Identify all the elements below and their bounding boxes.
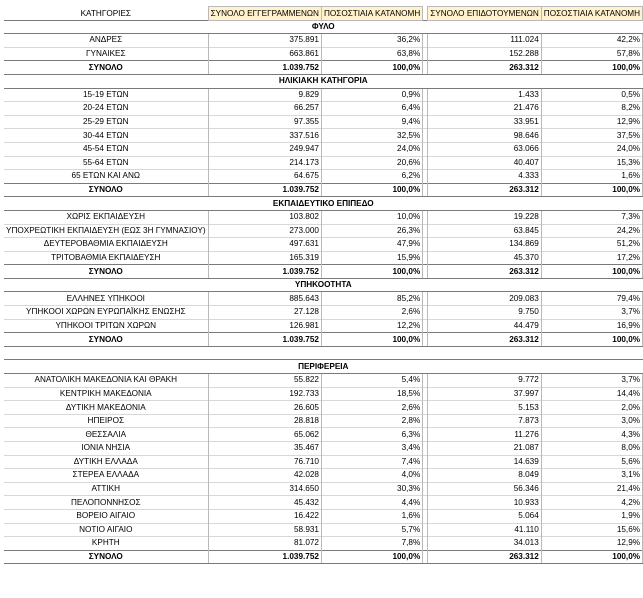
table-row bbox=[4, 47, 643, 61]
row-label: ΣΤΕΡΕΑ ΕΛΛΑΔΑ bbox=[4, 469, 208, 483]
table-row bbox=[4, 401, 643, 415]
total-registered: 1.039.752 bbox=[208, 265, 321, 279]
subsidized-value: 21.087 bbox=[428, 442, 542, 456]
registered-value: 58.931 bbox=[208, 523, 321, 537]
table-row bbox=[4, 210, 643, 224]
registered-pct: 2,6% bbox=[321, 401, 422, 415]
row-label: 45-54 ΕΤΩΝ bbox=[4, 142, 208, 156]
subsidized-value: 134.869 bbox=[428, 238, 542, 252]
registered-value: 28.818 bbox=[208, 414, 321, 428]
row-label: ΔΥΤΙΚΗ ΕΛΛΑΔΑ bbox=[4, 455, 208, 469]
row-label: ΥΠΗΚΟΟΙ ΤΡΙΤΩΝ ΧΩΡΩΝ bbox=[4, 319, 208, 333]
registered-pct: 36,2% bbox=[321, 34, 422, 48]
total-subsidized-pct: 100,0% bbox=[541, 333, 642, 347]
total-registered-pct: 100,0% bbox=[321, 333, 422, 347]
registered-pct: 12,2% bbox=[321, 319, 422, 333]
subsidized-pct: 4,2% bbox=[541, 496, 642, 510]
total-label: ΣΥΝΟΛΟ bbox=[4, 550, 208, 564]
row-label: 25-29 ΕΤΩΝ bbox=[4, 115, 208, 129]
registered-value: 55.822 bbox=[208, 374, 321, 388]
table-row bbox=[4, 238, 643, 252]
subsidized-value: 33.951 bbox=[428, 115, 542, 129]
subsidized-pct: 1,9% bbox=[541, 509, 642, 523]
registered-pct: 15,9% bbox=[321, 251, 422, 265]
row-label: ΗΠΕΙΡΟΣ bbox=[4, 414, 208, 428]
registered-value: 375.891 bbox=[208, 34, 321, 48]
subsidized-value: 1.433 bbox=[428, 88, 542, 102]
subsidized-pct: 8,2% bbox=[541, 102, 642, 116]
registered-value: 214.173 bbox=[208, 156, 321, 170]
registered-value: 81.072 bbox=[208, 537, 321, 551]
total-label: ΣΥΝΟΛΟ bbox=[4, 61, 208, 75]
registered-pct: 6,3% bbox=[321, 428, 422, 442]
registered-value: 76.710 bbox=[208, 455, 321, 469]
registered-pct: 7,4% bbox=[321, 455, 422, 469]
registered-pct: 85,2% bbox=[321, 292, 422, 306]
registered-pct: 4,4% bbox=[321, 496, 422, 510]
subsidized-pct: 12,9% bbox=[541, 115, 642, 129]
spacer-cell bbox=[321, 346, 422, 360]
registered-value: 65.062 bbox=[208, 428, 321, 442]
table-row bbox=[4, 455, 643, 469]
section-header-row bbox=[4, 360, 643, 374]
row-label: ΑΝΔΡΕΣ bbox=[4, 34, 208, 48]
total-registered: 1.039.752 bbox=[208, 61, 321, 75]
registered-value: 273.000 bbox=[208, 224, 321, 238]
subsidized-value: 41.110 bbox=[428, 523, 542, 537]
total-row bbox=[4, 265, 643, 279]
table-row bbox=[4, 496, 643, 510]
registered-pct: 20,6% bbox=[321, 156, 422, 170]
total-subsidized: 263.312 bbox=[428, 61, 542, 75]
subsidized-value: 5.064 bbox=[428, 509, 542, 523]
registered-pct: 1,6% bbox=[321, 509, 422, 523]
table-row bbox=[4, 374, 643, 388]
table-row bbox=[4, 428, 643, 442]
registered-pct: 26,3% bbox=[321, 224, 422, 238]
total-label: ΣΥΝΟΛΟ bbox=[4, 333, 208, 347]
subsidized-value: 98.646 bbox=[428, 129, 542, 143]
row-label: ΔΕΥΤΕΡΟΒΑΘΜΙΑ ΕΚΠΑΙΔΕΥΣΗ bbox=[4, 238, 208, 252]
section-header-row bbox=[4, 278, 643, 292]
row-label: 20-24 ΕΤΩΝ bbox=[4, 102, 208, 116]
subsidized-value: 5.153 bbox=[428, 401, 542, 415]
registered-value: 103.802 bbox=[208, 210, 321, 224]
registered-value: 16.422 bbox=[208, 509, 321, 523]
row-label: ΘΕΣΣΑΛΙΑ bbox=[4, 428, 208, 442]
registered-pct: 63,8% bbox=[321, 47, 422, 61]
registered-value: 97.355 bbox=[208, 115, 321, 129]
subsidized-pct: 42,2% bbox=[541, 34, 642, 48]
total-subsidized: 263.312 bbox=[428, 183, 542, 197]
table-row bbox=[4, 319, 643, 333]
row-label: ΚΡΗΤΗ bbox=[4, 537, 208, 551]
subsidized-value: 10.933 bbox=[428, 496, 542, 510]
registered-value: 192.733 bbox=[208, 387, 321, 401]
subsidized-value: 44.479 bbox=[428, 319, 542, 333]
subsidized-pct: 24,0% bbox=[541, 142, 642, 156]
row-label: 30-44 ΕΤΩΝ bbox=[4, 129, 208, 143]
subsidized-value: 152.288 bbox=[428, 47, 542, 61]
registered-pct: 6,2% bbox=[321, 170, 422, 184]
subsidized-pct: 37,5% bbox=[541, 129, 642, 143]
total-row bbox=[4, 183, 643, 197]
subsidized-pct: 51,2% bbox=[541, 238, 642, 252]
registered-value: 165.319 bbox=[208, 251, 321, 265]
row-label: ΕΛΛΗΝΕΣ ΥΠΗΚΟΟΙ bbox=[4, 292, 208, 306]
spacer-cell bbox=[428, 346, 542, 360]
section-header-row bbox=[4, 197, 643, 211]
total-registered-pct: 100,0% bbox=[321, 61, 422, 75]
table-row bbox=[4, 102, 643, 116]
subsidized-pct: 5,6% bbox=[541, 455, 642, 469]
table-row bbox=[4, 170, 643, 184]
subsidized-pct: 0,5% bbox=[541, 88, 642, 102]
subsidized-pct: 3,7% bbox=[541, 306, 642, 320]
registered-value: 126.981 bbox=[208, 319, 321, 333]
table-row bbox=[4, 306, 643, 320]
subsidized-value: 63.845 bbox=[428, 224, 542, 238]
subsidized-value: 11.276 bbox=[428, 428, 542, 442]
header-subsidized: ΣΥΝΟΛΟ ΕΠΙΔΟΤΟΥΜΕΝΩΝ bbox=[428, 7, 542, 21]
subsidized-pct: 4,3% bbox=[541, 428, 642, 442]
section-title: ΠΕΡΙΦΕΡΕΙΑ bbox=[4, 360, 643, 374]
subsidized-value: 37.997 bbox=[428, 387, 542, 401]
row-label: ΒΟΡΕΙΟ ΑΙΓΑΙΟ bbox=[4, 509, 208, 523]
registered-pct: 0,9% bbox=[321, 88, 422, 102]
table-row bbox=[4, 115, 643, 129]
registered-value: 42.028 bbox=[208, 469, 321, 483]
table-row bbox=[4, 509, 643, 523]
subsidized-pct: 21,4% bbox=[541, 482, 642, 496]
subsidized-pct: 15,6% bbox=[541, 523, 642, 537]
registered-pct: 5,4% bbox=[321, 374, 422, 388]
registered-pct: 47,9% bbox=[321, 238, 422, 252]
table-row bbox=[4, 292, 643, 306]
subsidized-value: 14.639 bbox=[428, 455, 542, 469]
table-row bbox=[4, 442, 643, 456]
registered-pct: 10,0% bbox=[321, 210, 422, 224]
registered-pct: 30,3% bbox=[321, 482, 422, 496]
subsidized-pct: 3,1% bbox=[541, 469, 642, 483]
table-row bbox=[4, 523, 643, 537]
subsidized-value: 4.333 bbox=[428, 170, 542, 184]
row-label: 55-64 ΕΤΩΝ bbox=[4, 156, 208, 170]
subsidized-pct: 16,9% bbox=[541, 319, 642, 333]
registered-pct: 32,5% bbox=[321, 129, 422, 143]
registered-value: 45.432 bbox=[208, 496, 321, 510]
row-label: ΑΝΑΤΟΛΙΚΗ ΜΑΚΕΔΟΝΙΑ ΚΑΙ ΘΡΑΚΗ bbox=[4, 374, 208, 388]
row-label: ΠΕΛΟΠΟΝΝΗΣΟΣ bbox=[4, 496, 208, 510]
total-label: ΣΥΝΟΛΟ bbox=[4, 265, 208, 279]
spacer-cell bbox=[541, 346, 642, 360]
subsidized-pct: 3,7% bbox=[541, 374, 642, 388]
registered-value: 64.675 bbox=[208, 170, 321, 184]
table-row bbox=[4, 414, 643, 428]
row-label: ΔΥΤΙΚΗ ΜΑΚΕΔΟΝΙΑ bbox=[4, 401, 208, 415]
subsidized-value: 21.476 bbox=[428, 102, 542, 116]
header-subsidized-pct: ΠΟΣΟΣΤΙΑΙΑ ΚΑΤΑΝΟΜΗ bbox=[541, 7, 642, 21]
row-label: ΤΡΙΤΟΒΑΘΜΙΑ ΕΚΠΑΙΔΕΥΣΗ bbox=[4, 251, 208, 265]
subsidized-pct: 79,4% bbox=[541, 292, 642, 306]
table-row bbox=[4, 224, 643, 238]
spacer-cell bbox=[4, 346, 208, 360]
subsidized-pct: 8,0% bbox=[541, 442, 642, 456]
total-row bbox=[4, 550, 643, 564]
subsidized-pct: 15,3% bbox=[541, 156, 642, 170]
table-row bbox=[4, 88, 643, 102]
subsidized-value: 9.772 bbox=[428, 374, 542, 388]
total-row bbox=[4, 61, 643, 75]
registered-pct: 2,6% bbox=[321, 306, 422, 320]
subsidized-value: 56.346 bbox=[428, 482, 542, 496]
total-registered: 1.039.752 bbox=[208, 550, 321, 564]
section-title: ΥΠΗΚΟΟΤΗΤΑ bbox=[4, 278, 643, 292]
registered-value: 27.128 bbox=[208, 306, 321, 320]
subsidized-pct: 57,8% bbox=[541, 47, 642, 61]
total-subsidized: 263.312 bbox=[428, 265, 542, 279]
spacer-row bbox=[4, 346, 643, 360]
statistics-table bbox=[4, 6, 643, 564]
header-row bbox=[4, 7, 643, 21]
subsidized-pct: 14,4% bbox=[541, 387, 642, 401]
registered-pct: 2,8% bbox=[321, 414, 422, 428]
subsidized-value: 111.024 bbox=[428, 34, 542, 48]
total-subsidized-pct: 100,0% bbox=[541, 265, 642, 279]
section-header-row bbox=[4, 74, 643, 88]
registered-pct: 6,4% bbox=[321, 102, 422, 116]
row-label: ΝΟΤΙΟ ΑΙΓΑΙΟ bbox=[4, 523, 208, 537]
subsidized-pct: 7,3% bbox=[541, 210, 642, 224]
subsidized-pct: 12,9% bbox=[541, 537, 642, 551]
subsidized-pct: 17,2% bbox=[541, 251, 642, 265]
subsidized-pct: 3,0% bbox=[541, 414, 642, 428]
row-label: 15-19 ΕΤΩΝ bbox=[4, 88, 208, 102]
subsidized-pct: 2,0% bbox=[541, 401, 642, 415]
section-header-row bbox=[4, 20, 643, 34]
registered-value: 885.643 bbox=[208, 292, 321, 306]
registered-value: 66.257 bbox=[208, 102, 321, 116]
row-label: ΓΥΝΑΙΚΕΣ bbox=[4, 47, 208, 61]
registered-value: 663.861 bbox=[208, 47, 321, 61]
table-row bbox=[4, 537, 643, 551]
subsidized-value: 9.750 bbox=[428, 306, 542, 320]
registered-pct: 5,7% bbox=[321, 523, 422, 537]
row-label: ΑΤΤΙΚΗ bbox=[4, 482, 208, 496]
subsidized-pct: 1,6% bbox=[541, 170, 642, 184]
table-row bbox=[4, 129, 643, 143]
table-row bbox=[4, 156, 643, 170]
registered-pct: 18,5% bbox=[321, 387, 422, 401]
registered-pct: 3,4% bbox=[321, 442, 422, 456]
table-row bbox=[4, 142, 643, 156]
total-subsidized-pct: 100,0% bbox=[541, 183, 642, 197]
total-registered: 1.039.752 bbox=[208, 333, 321, 347]
subsidized-value: 45.370 bbox=[428, 251, 542, 265]
table-row bbox=[4, 482, 643, 496]
header-registered-pct: ΠΟΣΟΣΤΙΑΙΑ ΚΑΤΑΝΟΜΗ bbox=[321, 7, 422, 21]
registered-value: 9.829 bbox=[208, 88, 321, 102]
table-row bbox=[4, 469, 643, 483]
section-title: ΗΛΙΚΙΑΚΗ ΚΑΤΗΓΟΡΙΑ bbox=[4, 74, 643, 88]
total-row bbox=[4, 333, 643, 347]
registered-pct: 7,8% bbox=[321, 537, 422, 551]
row-label: ΙΟΝΙΑ ΝΗΣΙΑ bbox=[4, 442, 208, 456]
subsidized-value: 34.013 bbox=[428, 537, 542, 551]
row-label: ΧΩΡΙΣ ΕΚΠΑΙΔΕΥΣΗ bbox=[4, 210, 208, 224]
subsidized-value: 209.083 bbox=[428, 292, 542, 306]
table-row bbox=[4, 251, 643, 265]
statistics-table-body bbox=[4, 7, 643, 564]
table-row bbox=[4, 387, 643, 401]
subsidized-value: 7.873 bbox=[428, 414, 542, 428]
total-registered: 1.039.752 bbox=[208, 183, 321, 197]
total-registered-pct: 100,0% bbox=[321, 550, 422, 564]
subsidized-pct: 24,2% bbox=[541, 224, 642, 238]
subsidized-value: 63.066 bbox=[428, 142, 542, 156]
registered-pct: 9,4% bbox=[321, 115, 422, 129]
registered-value: 249.947 bbox=[208, 142, 321, 156]
header-registered: ΣΥΝΟΛΟ ΕΓΓΕΓΡΑΜΜΕΝΩΝ bbox=[208, 7, 321, 21]
table-row bbox=[4, 34, 643, 48]
registered-value: 26.605 bbox=[208, 401, 321, 415]
subsidized-value: 8.049 bbox=[428, 469, 542, 483]
row-label: ΥΠΟΧΡΕΩΤΙΚΗ ΕΚΠΑΙΔΕΥΣΗ (ΕΩΣ 3Η ΓΥΜΝΑΣΙΟΥ) bbox=[4, 224, 208, 238]
row-label: 65 ΕΤΩΝ ΚΑΙ ΑΝΩ bbox=[4, 170, 208, 184]
total-subsidized: 263.312 bbox=[428, 550, 542, 564]
total-registered-pct: 100,0% bbox=[321, 183, 422, 197]
subsidized-value: 40.407 bbox=[428, 156, 542, 170]
header-category: ΚΑΤΗΓΟΡΙΕΣ bbox=[80, 8, 131, 18]
registered-pct: 24,0% bbox=[321, 142, 422, 156]
registered-value: 337.516 bbox=[208, 129, 321, 143]
total-label: ΣΥΝΟΛΟ bbox=[4, 183, 208, 197]
row-label: ΥΠΗΚΟΟΙ ΧΩΡΩΝ ΕΥΡΩΠΑΪΚΗΣ ΕΝΩΣΗΣ bbox=[4, 306, 208, 320]
row-label: ΚΕΝΤΡΙΚΗ ΜΑΚΕΔΟΝΙΑ bbox=[4, 387, 208, 401]
section-title: ΕΚΠΑΙΔΕΥΤΙΚΟ ΕΠΙΠΕΔΟ bbox=[4, 197, 643, 211]
total-subsidized-pct: 100,0% bbox=[541, 550, 642, 564]
total-registered-pct: 100,0% bbox=[321, 265, 422, 279]
subsidized-value: 19.228 bbox=[428, 210, 542, 224]
total-subsidized: 263.312 bbox=[428, 333, 542, 347]
spacer-cell bbox=[208, 346, 321, 360]
section-title: ΦΥΛΟ bbox=[4, 20, 643, 34]
total-subsidized-pct: 100,0% bbox=[541, 61, 642, 75]
registered-pct: 4,0% bbox=[321, 469, 422, 483]
registered-value: 497.631 bbox=[208, 238, 321, 252]
registered-value: 314.650 bbox=[208, 482, 321, 496]
registered-value: 35.467 bbox=[208, 442, 321, 456]
